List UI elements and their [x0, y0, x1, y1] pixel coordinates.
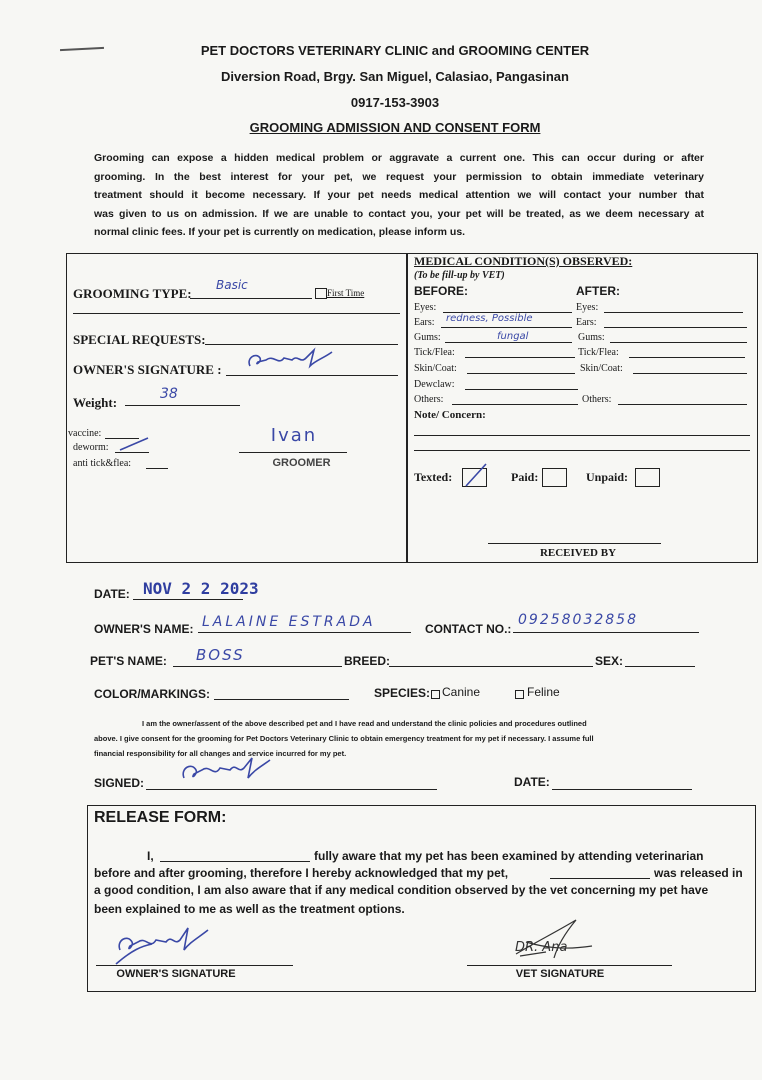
- breed-label: BREED:: [344, 654, 391, 668]
- pet-name-field[interactable]: [173, 666, 342, 667]
- before-tick-label: Tick/Flea:: [414, 347, 455, 358]
- sex-field[interactable]: [625, 666, 695, 667]
- contact-value: 09258032858: [518, 612, 638, 628]
- before-skin-field[interactable]: [467, 373, 575, 374]
- deworm-label: deworm:: [73, 442, 109, 453]
- after-skin-field[interactable]: [633, 373, 747, 374]
- vet-signature-field[interactable]: [467, 965, 672, 966]
- release-pet-field[interactable]: [550, 878, 650, 879]
- before-eyes-label: Eyes:: [414, 302, 437, 313]
- intro-line: normal clinic fees. If your pet is currently on medication, please inform us.: [94, 226, 466, 238]
- after-label: AFTER:: [576, 284, 620, 298]
- dewclaw-field[interactable]: [465, 389, 578, 390]
- pet-name-value: BOSS: [196, 646, 245, 664]
- release-title: RELEASE FORM:: [94, 809, 227, 826]
- before-ears-label: Ears:: [414, 317, 435, 328]
- others-before-label: Others:: [414, 394, 444, 405]
- after-gums-field[interactable]: [610, 342, 747, 343]
- paid-checkbox[interactable]: [542, 468, 567, 487]
- owner-signature-label: OWNER'S SIGNATURE :: [73, 362, 222, 377]
- species-label: SPECIES:: [374, 686, 431, 700]
- vet-signature-label: VET SIGNATURE: [515, 968, 605, 980]
- texted-label: Texted:: [414, 470, 453, 484]
- intro-line: Grooming can expose a hidden medical problem or aggravate a current one. This can occur during or after: [94, 152, 704, 164]
- before-tick-field[interactable]: [465, 357, 575, 358]
- before-ears-field[interactable]: [441, 327, 572, 328]
- after-tick-field[interactable]: [629, 357, 745, 358]
- first-time-checkbox[interactable]: [315, 288, 327, 299]
- vet-signature-text: DR. Ana: [515, 940, 568, 955]
- intro-line: grooming. In the best interest for your pet, we request your permission to obtain immediate veterinary: [94, 170, 704, 183]
- box-divider: [406, 253, 408, 563]
- release-i: I,: [147, 849, 154, 863]
- owner-signature-scribble: [244, 344, 340, 376]
- unpaid-checkbox[interactable]: [635, 468, 660, 487]
- before-label: BEFORE:: [414, 284, 468, 298]
- before-gums-label: Gums:: [414, 332, 441, 343]
- deworm-field[interactable]: [115, 452, 149, 453]
- breed-field[interactable]: [389, 666, 593, 667]
- owner-name-field[interactable]: [198, 632, 411, 633]
- release-line2-end: was released in: [654, 866, 743, 880]
- others-before-field[interactable]: [452, 404, 578, 405]
- note-line-2[interactable]: [414, 450, 750, 451]
- after-ears-label: Ears:: [576, 317, 597, 328]
- grooming-type-field[interactable]: [190, 298, 312, 299]
- owner-release-signature-scribble: [112, 920, 222, 966]
- weight-label: Weight:: [73, 395, 118, 410]
- groomer-label: GROOMER: [272, 457, 331, 469]
- texted-checkmark: [462, 462, 490, 488]
- sex-label: SEX:: [595, 654, 624, 668]
- date-stamp: NOV 2 2 2023: [143, 579, 259, 598]
- anti-tick-label: anti tick&flea:: [73, 458, 132, 469]
- date-field[interactable]: [133, 599, 243, 600]
- grooming-type-value: Basic: [216, 278, 248, 292]
- color-label: COLOR/MARKINGS:: [94, 687, 210, 701]
- feline-checkbox[interactable]: [515, 690, 524, 699]
- medical-title: MEDICAL CONDITION(S) OBSERVED:: [414, 254, 633, 268]
- owner-release-signature-field[interactable]: [96, 965, 293, 966]
- signed-label: SIGNED:: [94, 776, 145, 790]
- before-gums-field[interactable]: [445, 342, 572, 343]
- clinic-phone: 0917-153-3903: [350, 95, 440, 110]
- date2-label: DATE:: [514, 775, 550, 789]
- weight-value: 38: [160, 386, 178, 402]
- form-title: GROOMING ADMISSION AND CONSENT FORM: [249, 120, 541, 135]
- note-label: Note/ Concern:: [414, 409, 486, 421]
- grooming-type-extra-line: [73, 313, 400, 314]
- owner-name-value: LALAINE ESTRADA: [202, 614, 376, 630]
- release-line2-text: before and after grooming, therefore I hereby acknowledged that my pet,: [94, 866, 509, 880]
- received-by-label: RECEIVED BY: [539, 547, 617, 559]
- intro-line: treatment should it become necessary. If your pet needs medical attention we will contact your number that: [94, 189, 704, 201]
- owner-name-label: OWNER'S NAME:: [94, 622, 194, 636]
- first-time-label: First Time: [327, 288, 365, 298]
- consent-line: above. I give consent for the grooming for Pet Doctors Veterinary Clinic to obtain emergency treatment for my pet if necessary. I assume full: [94, 734, 594, 743]
- after-skin-label: Skin/Coat:: [580, 363, 623, 374]
- note-line-1[interactable]: [414, 435, 750, 436]
- feline-label: Feline: [527, 685, 560, 699]
- intro-paragraph: [94, 149, 704, 242]
- after-tick-label: Tick/Flea:: [578, 347, 619, 358]
- after-eyes-field[interactable]: [604, 312, 743, 313]
- release-line-3: a good condition, I am also aware that if any medical condition observed by the vet concerning my pet have: [94, 883, 709, 897]
- dewclaw-label: Dewclaw:: [414, 379, 455, 390]
- consent-line: I am the owner/assent of the above described pet and I have read and understand the clinic policies and procedures outlined: [142, 719, 587, 728]
- date-label: DATE:: [94, 587, 130, 601]
- before-skin-label: Skin/Coat:: [414, 363, 457, 374]
- consent-line: financial responsibility for all changes and service incurred for my pet.: [94, 749, 347, 758]
- pet-name-label: PET'S NAME:: [90, 654, 167, 668]
- others-after-field[interactable]: [618, 404, 747, 405]
- canine-label: Canine: [442, 685, 481, 699]
- others-after-label: Others:: [582, 394, 612, 405]
- unpaid-label: Unpaid:: [586, 470, 629, 484]
- release-line-4: been explained to me as well as the treatment options.: [94, 902, 405, 916]
- special-requests-label: SPECIAL REQUESTS:: [73, 332, 206, 347]
- intro-line: was given to us on admission. If we are unable to contact you, your pet will be treated, as we deem necessary at: [94, 207, 704, 220]
- anti-tick-field[interactable]: [146, 468, 168, 469]
- groomer-field[interactable]: [239, 452, 347, 453]
- deworm-checkmark: [118, 436, 152, 452]
- contact-field[interactable]: [513, 632, 699, 633]
- after-ears-field[interactable]: [604, 327, 747, 328]
- canine-checkbox[interactable]: [431, 690, 440, 699]
- before-gums-value: fungal: [497, 331, 529, 342]
- weight-field[interactable]: [125, 405, 240, 406]
- clinic-name: PET DOCTORS VETERINARY CLINIC and GROOMING CENTER: [200, 43, 590, 58]
- contact-label: CONTACT NO.:: [425, 622, 512, 636]
- received-by-field[interactable]: [488, 543, 661, 544]
- signed-field[interactable]: [146, 789, 437, 790]
- before-ears-value: redness, Possible: [446, 313, 533, 324]
- after-gums-label: Gums:: [578, 332, 605, 343]
- groomer-value: Ivan: [270, 425, 318, 446]
- owner-release-signature-label: OWNER'S SIGNATURE: [116, 968, 236, 980]
- date2-field[interactable]: [552, 789, 692, 790]
- clinic-address: Diversion Road, Brgy. San Miguel, Calasiao, Pangasinan: [221, 69, 569, 84]
- grooming-type-label: GROOMING TYPE:: [73, 286, 192, 301]
- medical-subtitle: (To be fill-up by VET): [414, 270, 505, 281]
- color-field[interactable]: [214, 699, 349, 700]
- after-eyes-label: Eyes:: [576, 302, 599, 313]
- vaccine-label: vaccine:: [68, 428, 102, 439]
- release-line1-text: fully aware that my pet has been examined by attending veterinarian: [314, 849, 704, 863]
- signed-signature-scribble: [178, 752, 278, 788]
- paid-label: Paid:: [511, 470, 539, 484]
- release-name-field[interactable]: [160, 861, 310, 862]
